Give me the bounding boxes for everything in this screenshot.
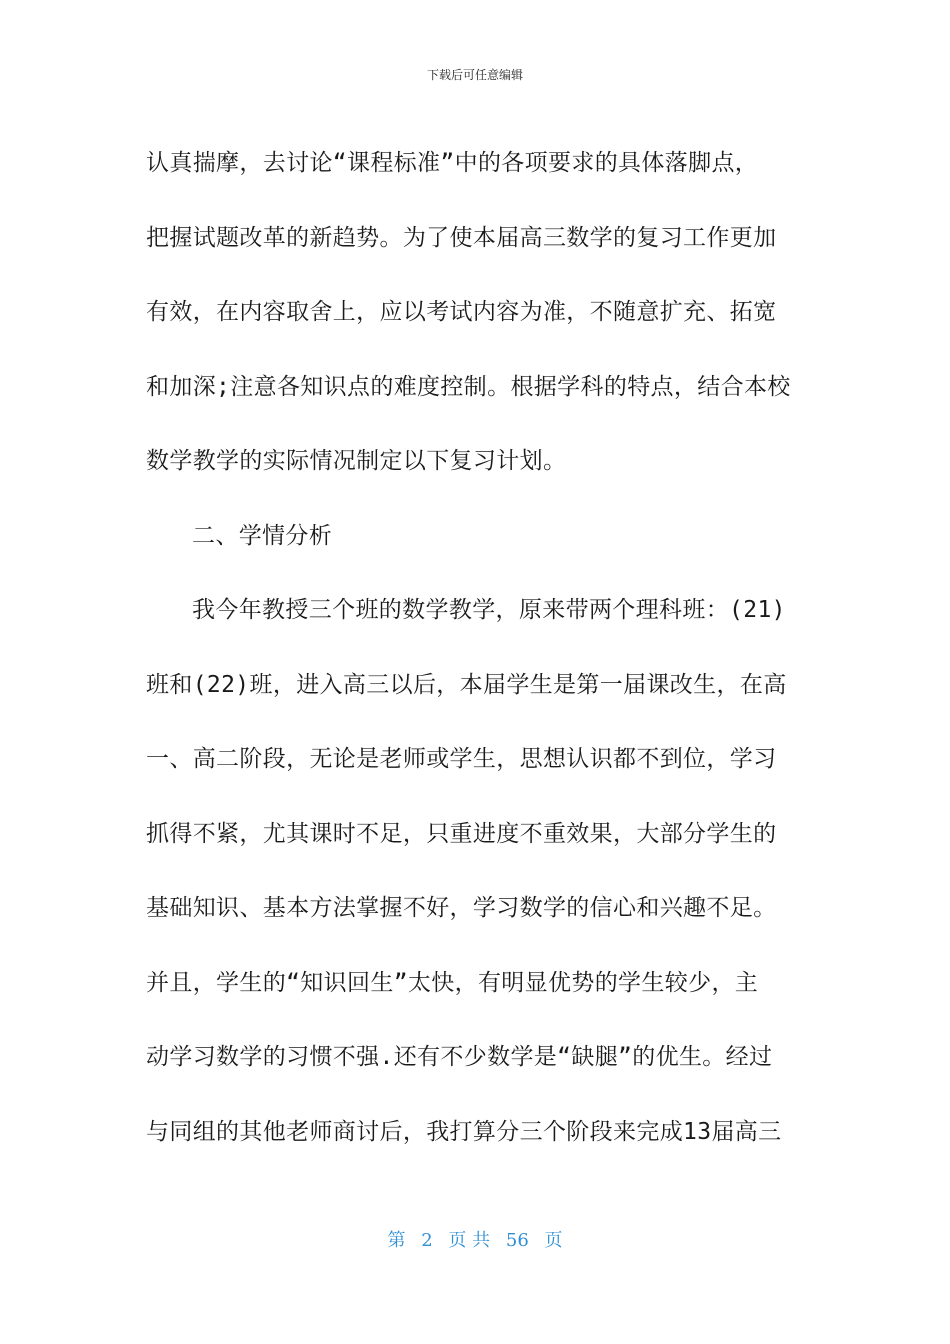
section-heading: 二、学情分析	[192, 522, 333, 549]
page-footer	[0, 1226, 950, 1252]
paragraph-line: 认真揣摩，去讨论“课程标准”中的各项要求的具体落脚点，	[146, 150, 759, 176]
footer-prefix: 第	[387, 1230, 406, 1251]
page-header: 下载后可任意编辑	[426, 68, 523, 82]
footer-suffix: 页	[544, 1230, 563, 1251]
footer-middle: 页 共	[448, 1230, 491, 1251]
paragraph-line: 抓得不紧，尤其课时不足，只重进度不重效果，大部分学生的	[146, 820, 777, 847]
paragraph-line: 一、高二阶段，无论是老师或学生，思想认识都不到位，学习	[146, 746, 777, 772]
paragraph-line: 和加深;注意各知识点的难度控制。根据学科的特点，结合本校	[146, 373, 791, 400]
paragraph-line: 并且，学生的“知识回生”太快，有明显优势的学生较少，主	[146, 969, 759, 996]
paragraph-line: 动学习数学的习惯不强.还有不少数学是“缺腿”的优生。经过	[146, 1044, 773, 1070]
paragraph-line: 把握试题改革的新趋势。为了使本届高三数学的复习工作更加	[146, 224, 777, 251]
paragraph-line: 有效，在内容取舍上，应以考试内容为准，不随意扩充、拓宽	[146, 299, 777, 325]
paragraph-line: 数学教学的实际情况制定以下复习计划。	[146, 448, 567, 474]
paragraph-line: 基础知识、基本方法掌握不好，学习数学的信心和兴趣不足。	[146, 895, 777, 921]
footer-total-pages: 56	[505, 1230, 529, 1251]
footer-page-number: 2	[421, 1230, 433, 1251]
paragraph-line: 与同组的其他老师商讨后，我打算分三个阶段来完成13届高三	[146, 1118, 782, 1145]
document-body	[146, 126, 806, 1169]
paragraph-line: 我今年教授三个班的数学教学，原来带两个理科班：(21)	[192, 597, 786, 623]
paragraph-line: 班和(22)班，进入高三以后，本届学生是第一届课改生，在高	[146, 671, 787, 698]
